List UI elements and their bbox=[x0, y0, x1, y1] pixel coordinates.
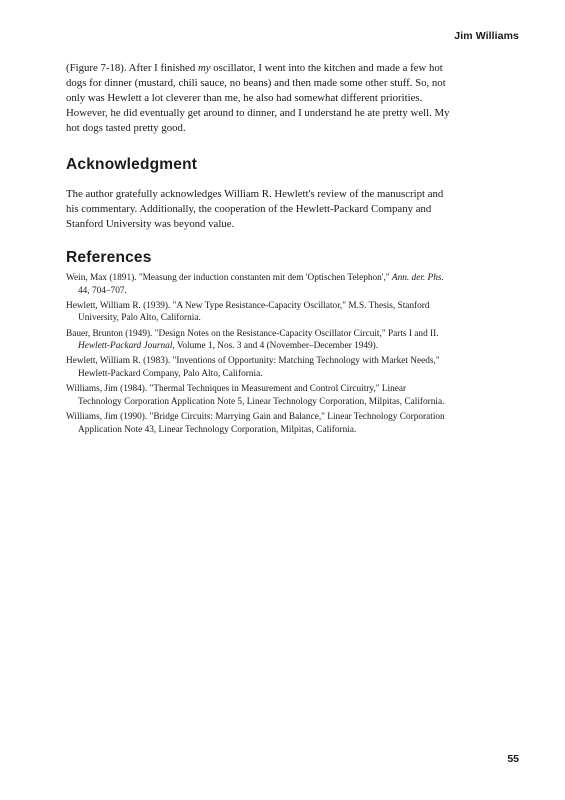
running-head: Jim Williams bbox=[454, 30, 519, 42]
page-number: 55 bbox=[507, 753, 519, 765]
reference-italic: Hewlett-Packard Journal, bbox=[78, 341, 175, 352]
reference-text-end: 44, 704–707. bbox=[78, 285, 127, 296]
reference-item bbox=[66, 411, 452, 436]
reference-text: Williams, Jim (1990). "Bridge Circuits: Marrying Gain and Balance," Linear Technology Corporation Application Note 43, Linear Technology Corporation, Milpitas, California. bbox=[66, 411, 445, 435]
reference-list bbox=[66, 272, 452, 436]
reference-italic: Ann. der. Phs. bbox=[391, 273, 444, 283]
acknowledgment-paragraph: The author gratefully acknowledges William R. Hewlett's review of the manuscript and his commentary. Additionally, the cooperation of the Hewlett-Packard Company and Stanford University was beyond value. bbox=[66, 188, 444, 230]
reference-item bbox=[66, 272, 452, 297]
intro-text-start: (Figure 7-18). After I finished bbox=[66, 62, 198, 74]
reference-text: Hewlett, William R. (1983). "Inventions of Opportunity: Matching Technology with Market Needs," Hewlett-Packard Company, Palo Alto, California. bbox=[66, 356, 440, 379]
reference-text: Hewlett, William R. (1939). "A New Type Resistance-Capacity Oscillator," M.S. Thesis, Stanford University, Palo Alto, California. bbox=[66, 300, 430, 324]
reference-text: Wein, Max (1891). "Measung der induction constanten mit dem 'Optischen Telephon'," bbox=[66, 273, 392, 283]
references-heading: References bbox=[66, 249, 152, 266]
intro-emphasis: my bbox=[197, 62, 211, 74]
reference-item bbox=[66, 355, 452, 380]
intro-text-end: oscillator, I went into the kitchen and made a few hot dogs for dinner (mustard, chili sauce, no beans) and then made some other stuff. So, not only was Hewlett a lot cleverer than me, he also had somewhat different priorities. However, he did eventually get around to dinner, and I understand he ate pretty well. My hot dogs tasted pretty good. bbox=[66, 62, 450, 134]
reference-item bbox=[66, 383, 452, 408]
reference-text: Bauer, Brunton (1949). "Design Notes on the Resistance-Capacity Oscillator Circuit," Parts I and II. bbox=[66, 328, 439, 339]
reference-text-end: Volume 1, Nos. 3 and 4 (November–December 1949). bbox=[174, 341, 379, 352]
reference-item bbox=[66, 300, 452, 325]
intro-paragraph bbox=[66, 61, 452, 136]
acknowledgment-heading: Acknowledgment bbox=[66, 156, 198, 173]
page-body bbox=[66, 61, 452, 439]
reference-text: Williams, Jim (1984). "Thermal Techniques in Measurement and Control Circuitry," Linear Technology Corporation Application Note 5, Linear Technology Corporation, Milpitas, California. bbox=[66, 384, 445, 407]
reference-item bbox=[66, 328, 452, 353]
